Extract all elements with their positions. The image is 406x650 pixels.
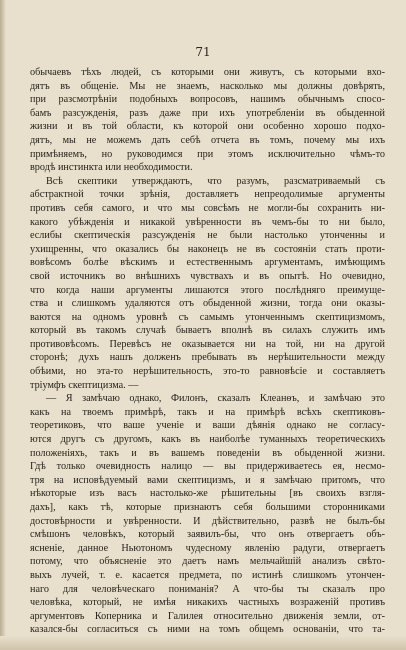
text-line: вовѣсомъ болѣе вѣскимъ и естественнымъ аргументамъ, имѣющимъ — [30, 257, 385, 269]
text-line: потому, что объясненіе это даетъ намъ мельчайшій анализъ свѣто- — [30, 556, 385, 568]
text-line: обычаевъ тѣхъ людей, съ которыми они живутъ, съ которыми вхо- — [30, 67, 385, 78]
text-line: обѣими, но эта-то нерѣшительность, это-то равновѣсіе и составляетъ — [30, 366, 385, 378]
text-line: — Я замѣчаю однако, Филонъ, сказалъ Клеанѳъ, и замѣчаю это — [46, 393, 385, 405]
text-line: нѣкоторые изъ васъ настолько-же рѣшительны [въ своихъ взгля- — [30, 488, 385, 500]
text-line: примѣняемъ, но руководимся при этомъ исключительно чѣмъ-то — [30, 148, 385, 160]
text-line: человѣка, который, не имѣя никакихъ частныхъ возраженій противъ — [30, 597, 385, 609]
text-line: при разсмотрѣніи подобныхъ вопросовъ, нашимъ обычнымъ спосо- — [30, 94, 385, 106]
text-line: тря на исповѣдуемый вами скептицизмъ, и я замѣчаю притомъ, что — [30, 474, 385, 486]
text-line: вродѣ инстинкта или необходимости. — [30, 162, 193, 174]
text-line: сторонѣ; духъ нашъ долженъ пребывать въ нерѣшительности между — [30, 352, 385, 364]
text-line: что когда наши аргументы лишаются этого послѣдняго преимуще- — [30, 284, 385, 296]
text-line: абстрактной точки зрѣнія, доставляетъ непреодолимые аргументы — [30, 189, 385, 201]
text-line: наго для человѣческаго пониманія? А что-бы ты сказалъ про — [30, 583, 385, 595]
page-gutter-shadow — [0, 0, 6, 650]
text-line: жизни и въ той области, къ которой они особенно хорошо подхо- — [30, 121, 385, 133]
text-line: ются другъ съ другомъ, какъ въ наиболѣе туманныхъ теоретическихъ — [30, 434, 385, 446]
page-bottom-edge — [0, 636, 406, 650]
text-line: противовѣсомъ. Перевѣсъ не оказывается ни на той, ни на другой — [30, 338, 385, 350]
text-line: положеніяхъ, такъ и въ вашемъ поведеніи въ обыденной жизни. — [30, 447, 385, 459]
text-line: ухищренны, что оказались бы наконецъ не въ состояніи стать проти- — [30, 243, 385, 255]
text-line: дятъ, мы не можемъ дать себѣ отчета въ томъ, почему мы ихъ — [30, 134, 385, 146]
text-line: казался-бы согласиться съ ними на томъ общемъ основаніи, что та- — [30, 624, 385, 636]
text-line: тріумфъ скептицизма. — — [30, 379, 139, 391]
text-line: ваются на одномъ уровнѣ съ самымъ утонченнымъ скептицизмомъ, — [30, 311, 385, 323]
text-line: смѣшонъ человѣкъ, который заявилъ-бы, что онъ отвергаетъ объ- — [30, 529, 385, 541]
text-line: ства и слишкомъ удаляются отъ обыденной жизни, тогда они оказы- — [30, 298, 385, 310]
text-line: дахъ], какъ тѣ, которые признаютъ себя большими сторонниками — [30, 502, 385, 513]
text-line: ясненіе, данное Ньютономъ чудесному явленію радуги, отвергаетъ — [30, 542, 385, 554]
text-line: Гдѣ только очевидность налицо — вы придерживаетесь ея, несмо- — [30, 461, 385, 473]
text-line: дятъ въ общеніе. Мы не знаемъ, насколько мы должны довѣрять, — [30, 80, 385, 92]
text-line: противъ себя самого, и что мы совсѣмъ не могли-бы сохранить ни- — [30, 202, 385, 214]
text-line: бамъ разсужденія, разъ даже при ихъ употребленіи въ обыденной — [30, 107, 385, 119]
body-text — [30, 66, 385, 650]
text-line: достовѣрности и увѣренности. И дѣйствительно, развѣ не былъ-бы — [30, 515, 385, 527]
text-line: теоретиковъ, что ваше ученіе и ваши дѣянія однако не согласу- — [30, 420, 385, 432]
text-line: выхъ лучей, т. е. касается предмета, по истинѣ слишкомъ утончен- — [30, 569, 385, 581]
text-line: аргументовъ Коперника и Галилея относительно движенія земли, от- — [30, 610, 385, 622]
text-line: свой источникъ во внѣшнихъ чувствахъ и въ опытѣ. Но очевидно, — [30, 270, 385, 282]
text-line: который въ такомъ случаѣ бываетъ вполнѣ въ силахъ служить имъ — [30, 325, 385, 337]
text-line: еслибы скептическія разсужденія не были настолько утонченны и — [30, 230, 385, 242]
text-line: Всѣ скептики утверждаютъ, что разумъ, разсматриваемый съ — [46, 175, 385, 187]
page-number: 71 — [195, 45, 211, 59]
text-line: какъ на твоемъ примѣрѣ, такъ и на примѣрѣ всѣхъ скептиковъ- — [30, 406, 385, 418]
text-line: какого убѣжденія и никакой увѣренности въ чемъ-бы то ни было, — [30, 216, 385, 228]
